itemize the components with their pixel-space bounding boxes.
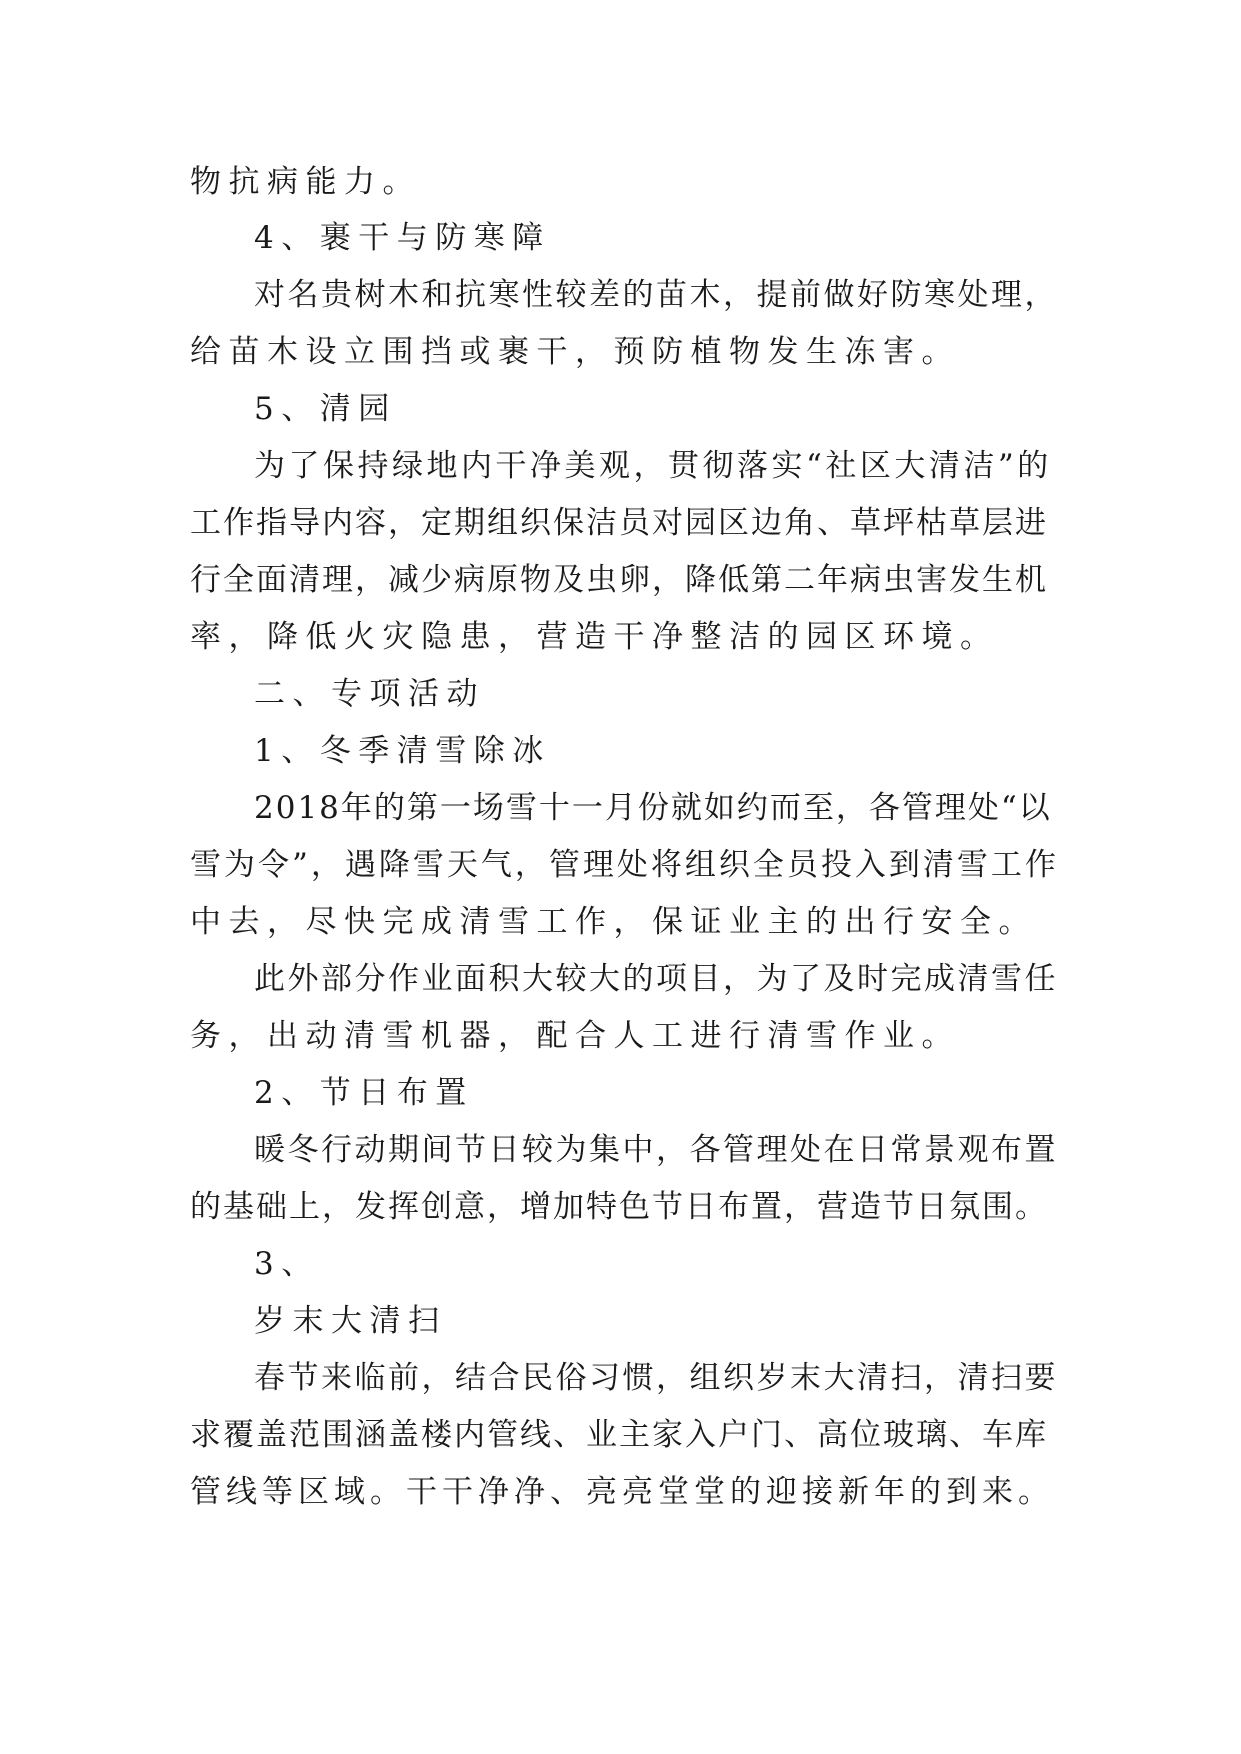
text-line: 行全面清理，减少病原物及虫卵，降低第二年病虫害发生机	[190, 562, 1048, 598]
section-heading: 2、节日布置	[254, 1075, 474, 1111]
text-line: 给苗木设立围挡或裹干，预防植物发生冻害。	[190, 334, 960, 370]
text-line: 此外部分作业面积大较大的项目，为了及时完成清雪任	[254, 961, 1058, 997]
text-line: 暖冬行动期间节日较为集中，各管理处在日常景观布置	[254, 1132, 1058, 1168]
text-line: 率，降低火灾隐患，营造干净整洁的园区环境。	[190, 619, 999, 655]
text-line: 雪为令”，遇降雪天气，管理处将组织全员投入到清雪工作	[190, 847, 1059, 883]
text-line: 的基础上，发挥创意，增加特色节日布置，营造节日氛围。	[190, 1189, 1048, 1225]
text-line: 物抗病能力。	[190, 164, 421, 200]
text-line: 对名贵树木和抗寒性较差的苗木，提前做好防寒处理，	[254, 277, 1058, 313]
text-line: 2018年的第一场雪十一月份就如约而至，各管理处“以	[254, 790, 1052, 826]
text-line: 求覆盖范围涵盖楼内管线、业主家入户门、高位玻璃、车库	[190, 1417, 1048, 1453]
text-line: 中去，尽快完成清雪工作，保证业主的出行安全。	[190, 904, 1037, 940]
text-line: 工作指导内容，定期组织保洁员对园区边角、草坪枯草层进	[190, 505, 1048, 541]
section-heading: 4、裹干与防寒障	[254, 220, 551, 256]
text-line: 管线等区域。干干净净、亮亮堂堂的迎接新年的到来。	[190, 1474, 1054, 1510]
text-line: 为了保持绿地内干净美观，贯彻落实“社区大清洁”的	[254, 448, 1052, 484]
text-line: 春节来临前，结合民俗习惯，组织岁末大清扫，清扫要	[254, 1360, 1058, 1396]
section-heading: 二、专项活动	[254, 676, 485, 712]
section-heading: 岁末大清扫	[254, 1303, 447, 1339]
section-heading: 5、清园	[254, 391, 397, 427]
section-heading: 1、冬季清雪除冰	[254, 733, 551, 769]
section-heading: 3、	[254, 1246, 320, 1282]
text-line: 务，出动清雪机器，配合人工进行清雪作业。	[190, 1018, 960, 1054]
